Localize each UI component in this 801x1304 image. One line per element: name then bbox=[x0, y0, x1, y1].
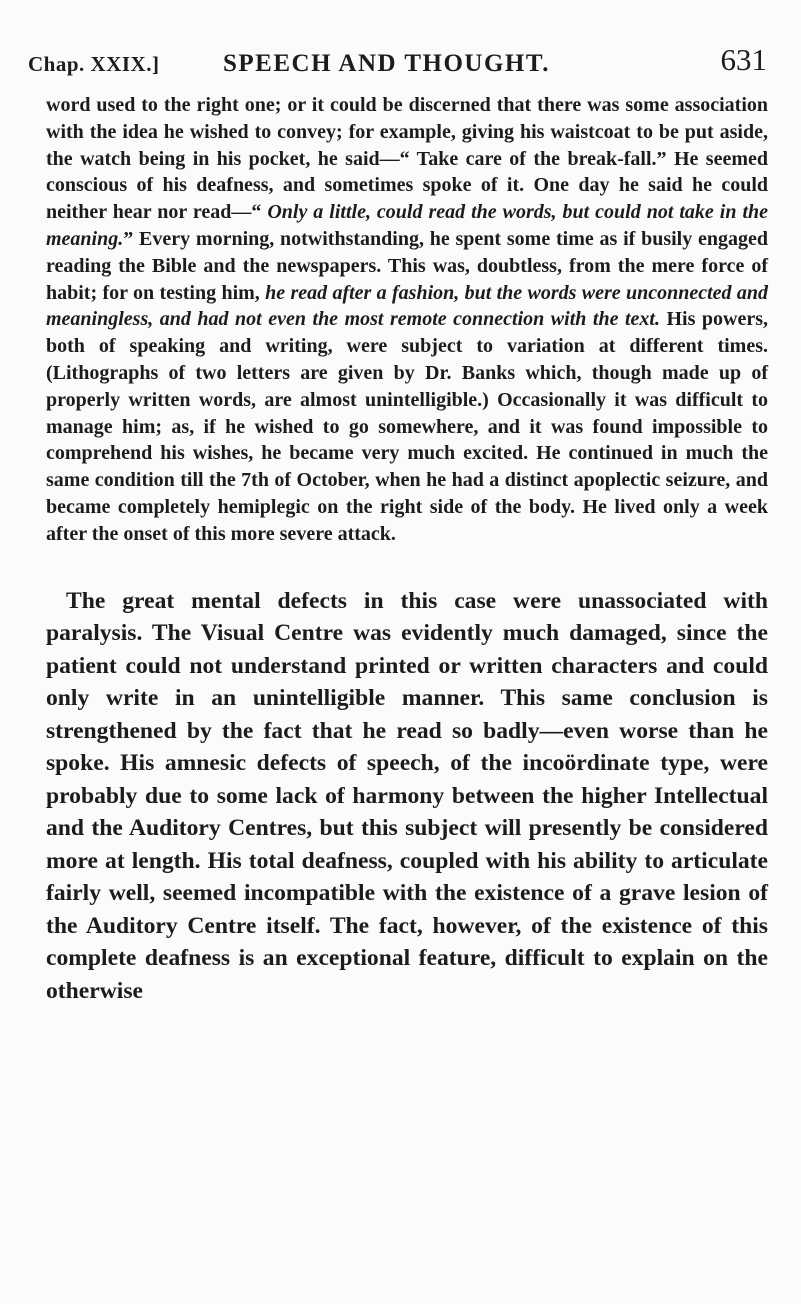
body-text bbox=[46, 92, 768, 1007]
chapter-label: Chap. XXIX.] bbox=[28, 52, 160, 76]
page-number: 631 bbox=[720, 42, 767, 77]
italic-passage: he read after a fashion, but the words were unconnected and meaningless, and had not even the most remote connection with the text. bbox=[46, 281, 769, 331]
italic-quote: Only a little, could read the words, but could not take in the meaning. bbox=[46, 201, 768, 250]
case-description-paragraph bbox=[46, 92, 768, 548]
commentary-paragraph: The great mental defects in this case were unassociated with paralysis. The Visual Centre was evidently much damaged, since the patient could not understand printed or written characters and could only write in an unintelligible manner. This same conclusion is strengthened by the fact that he read so badly—even worse than he spoke. His amnesic defects of speech, of the incoördinate type, were probably due to some lack of harmony between the higher Intellectual and the Auditory Centres, but this subject will presently be considered more at length. His total deafness, coupled with his ability to articulate fairly well, seemed incompatible with the existence of a grave lesion of the Auditory Centre itself. The fact, however, of the existence of this complete deafness is an exceptional feature, difficult to explain on the otherwise bbox=[46, 587, 768, 1004]
text-run: ” Every morning, notwithstanding, he spent some time as if busily engaged reading the Bible and the newspapers. This was, doubtless, from the mere force of habit; for on testing him, bbox=[46, 227, 768, 304]
text-run: His powers, both of speaking and writing, were subject to variation at different times. (Lithographs of two letters are given by Dr. Banks which, though made up of properly written words, are almost unintelligible.) Occasionally it was difficult to manage him; as, if he wished to go somewhere, and it was found impossible to comprehend his wishes, he became very much excited. He continued in much the same condition till the 7th of October, when he had a distinct apoplectic seizure, and became completely hemiplegic on the right side of the body. He lived only a week after the onset of this more severe attack. bbox=[46, 308, 769, 545]
text-run: word used to the right one; or it could be discerned that there was some association with the idea he wished to convey; for example, giving his waistcoat to be put aside, the watch being in his pocket, he said—“ Take care of the break-fall.” He seemed conscious of his deafness, and sometimes spoke of it. One day he said he could neither hear nor read—“ bbox=[46, 94, 768, 224]
running-head bbox=[28, 42, 773, 88]
running-title: SPEECH AND THOUGHT. bbox=[223, 50, 550, 77]
